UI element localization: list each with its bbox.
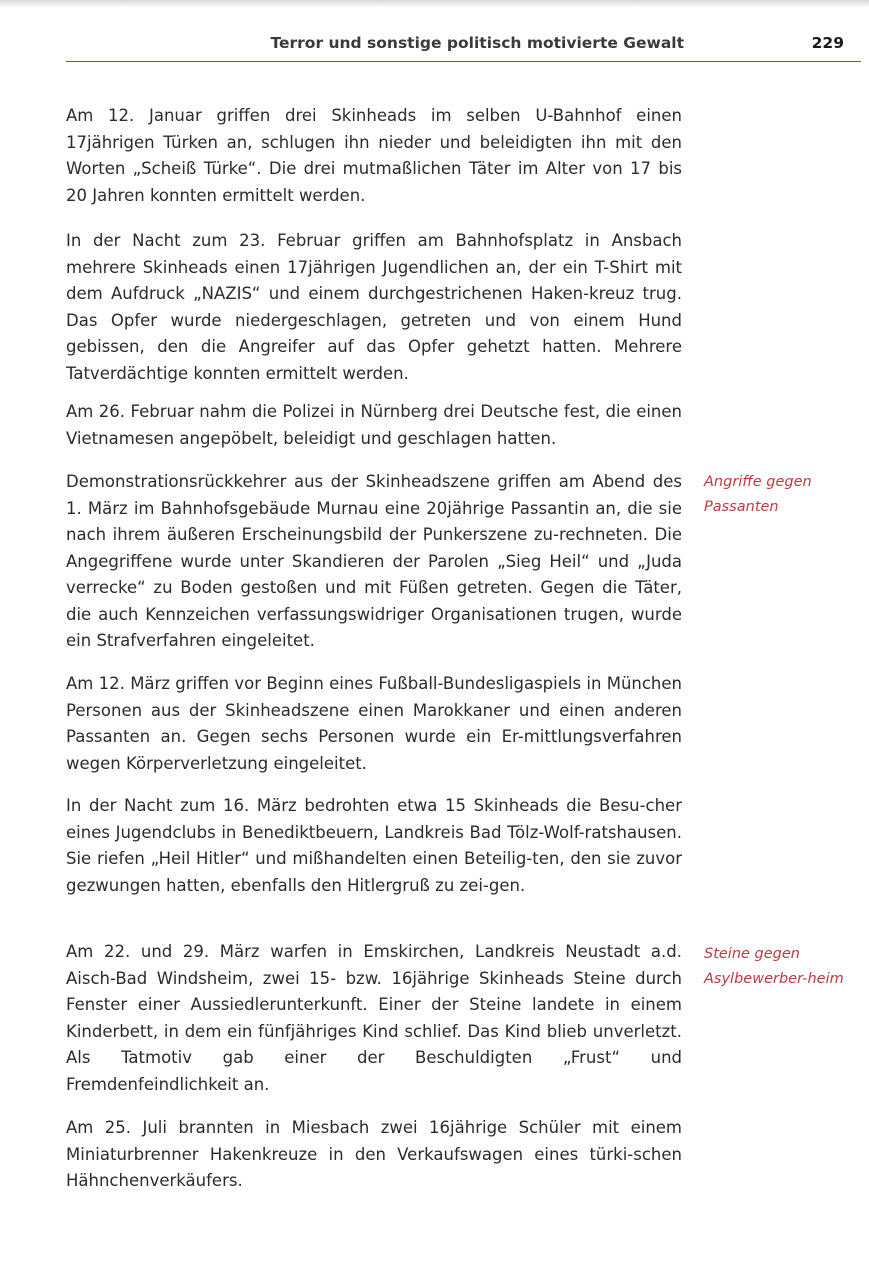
- header-divider: [66, 61, 861, 62]
- margin-note-attacks-on-passersby: Angriffe gegen Passanten: [704, 474, 812, 515]
- paragraph-5: Am 12. März griffen vor Beginn eines Fußball-Bundesligaspiels in München Personen aus der Skinheadszene einen Marokkaner und einen anderen Passanten an. Gegen sechs Personen wurde ein Er-mittlungsverfahren wegen Körperverletzung eingeleitet.: [66, 674, 682, 773]
- paragraph-6: In der Nacht zum 16. März bedrohten etwa 15 Skinheads die Besu-cher eines Jugendclubs in Benediktbeuern, Landkreis Bad Tölz-Wolf-ratshausen. Sie riefen „Heil Hitler“ und mißhandelten einen Beteilig-ten, den sie zuvor gezwungen hatten, ebenfalls den Hitlergruß zu zei-gen.: [66, 796, 682, 895]
- page-number: 229: [811, 34, 844, 52]
- page-top-edge: [0, 0, 869, 8]
- margin-note-stones-asylum-home: Steine gegen Asylbewerber-heim: [704, 946, 844, 987]
- paragraph-4: Demonstrationsrückkehrer aus der Skinheadszene griffen am Abend des 1. März im Bahnhofsgebäude Murnau eine 20jährige Passantin an, die sie nach ihrem äußeren Erscheinungsbild der Punkerszene zu-rechneten. Die Angegriffene wurde unter Skandieren der Parolen „Sieg Heil“ und „Juda verrecke“ zu Boden gestoßen und mit Füßen getreten. Gegen die Täter, die auch Kennzeichen verfassungswidriger Organisationen trugen, wurde ein Strafverfahren eingeleitet.: [66, 472, 682, 650]
- paragraph-2: In der Nacht zum 23. Februar griffen am Bahnhofsplatz in Ansbach mehrere Skinheads einen 17jährigen Jugendlichen an, der ein T-Shirt mit dem Aufdruck „NAZIS“ und einem durchgestrichenen Haken-kreuz trug. Das Opfer wurde niedergeschlagen, getreten und von einem Hund gebissen, den die Angreifer auf das Opfer gehetzt hatten. Mehrere Tatverdächtige konnten ermittelt werden.: [66, 231, 682, 383]
- header-title: Terror und sonstige politisch motivierte Gewalt: [270, 34, 684, 52]
- paragraph-8: Am 25. Juli brannten in Miesbach zwei 16jährige Schüler mit einem Miniaturbrenner Hakenkreuze in den Verkaufswagen eines türki-schen Hähnchenverkäufers.: [66, 1118, 682, 1190]
- paragraph-7: Am 22. und 29. März warfen in Emskirchen, Landkreis Neustadt a.d. Aisch-Bad Windsheim, zwei 15- bzw. 16jährige Skinheads Steine durch Fenster einer Aussiedlerunterkunft. Einer der Steine landete in einem Kinderbett, in dem ein fünfjähriges Kind schlief. Das Kind blieb unverletzt. Als Tatmotiv gab einer der Beschuldigten „Frust“ und Fremdenfeindlichkeit an.: [66, 942, 682, 1094]
- running-header: [66, 34, 844, 60]
- paragraph-1: Am 12. Januar griffen drei Skinheads im selben U-Bahnhof einen 17jährigen Türken an, schlugen ihn nieder und beleidigten ihn mit den Worten „Scheiß Türke“. Die drei mutmaßlichen Täter im Alter von 17 bis 20 Jahren konnten ermittelt werden.: [66, 106, 682, 205]
- paragraph-3: Am 26. Februar nahm die Polizei in Nürnberg drei Deutsche fest, die einen Vietnamesen angepöbelt, beleidigt und geschlagen hatten.: [66, 402, 682, 448]
